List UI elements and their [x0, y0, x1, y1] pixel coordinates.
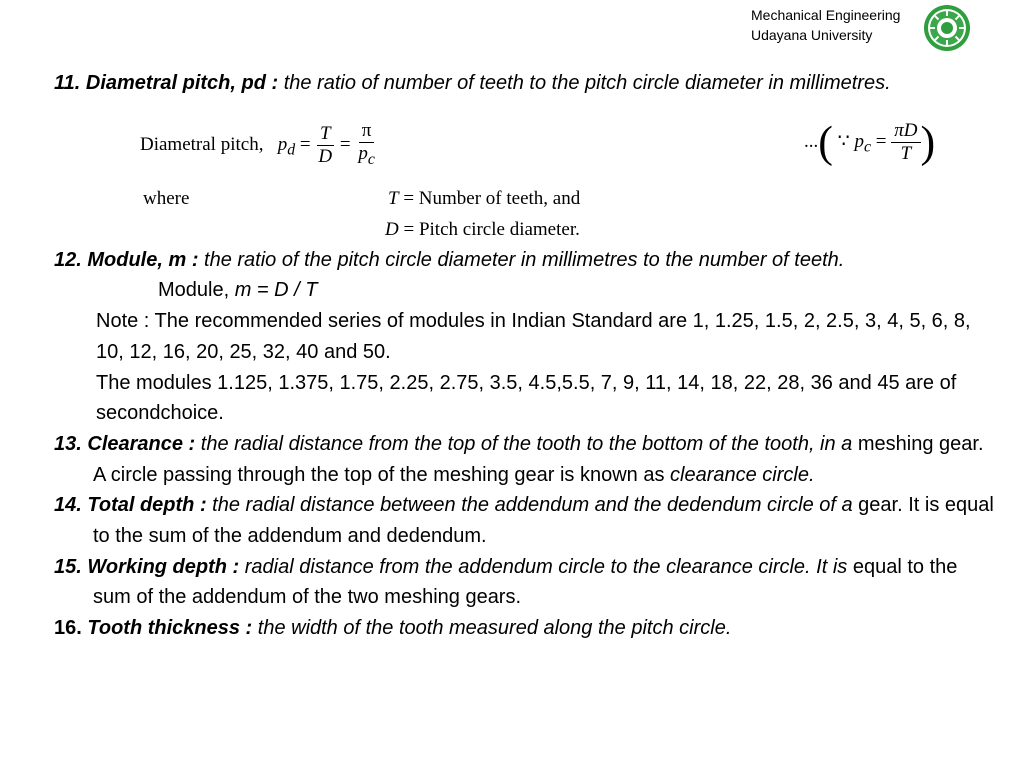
formula-d-definition: D = Pitch circle diameter.	[385, 218, 580, 240]
formula-aside: ...( ∵ $p_c$ = $\frac{\pi D}{T}$ )	[804, 117, 936, 167]
definition-item-12: 12. Module, m : the ratio of the pitch circle diameter in millimetres to the number of teeth.	[54, 248, 845, 271]
module-formula: Module, m = D / T	[158, 279, 318, 302]
definition-item-14: 14. Total depth : the radial distance between the addendum and the dedendum circle of a gear. It is equal to the sum of the addendum and dedendum.	[54, 494, 994, 548]
formula-label: Diametral pitch,	[140, 133, 264, 155]
definition-item-15: 15. Working depth : radial distance from the addendum circle to the clearance circle. It is equal to the sum of the addendum of the two meshing gears.	[54, 555, 958, 609]
university-seal-icon	[923, 4, 971, 52]
university-name: Udayana University	[751, 27, 873, 43]
header-text	[751, 5, 900, 45]
formula-t-definition: T = Number of teeth, and	[388, 187, 581, 209]
definition-item-13: 13. Clearance : the radial distance from the top of the tooth to the bottom of the tooth, in a meshing gear. A circle passing through the top of the meshing gear is known as clearance circle.	[54, 432, 984, 486]
definition-item-11: 11. Diametral pitch, pd : the ratio of number of teeth to the pitch circle diameter in millimetres.	[54, 72, 891, 94]
slide-content	[54, 68, 999, 644]
department-name: Mechanical Engineering	[751, 7, 901, 23]
module-note-2: The modules 1.125, 1.375, 1.75, 2.25, 2.75, 3.5, 4.5,5.5, 7, 9, 11, 14, 18, 22, 28, 36 and 45 are of secondchoice.	[96, 371, 957, 425]
module-note-1: Note : The recommended series of modules in Indian Standard are 1, 1.25, 1.5, 2, 2.5, 3, 4, 5, 6, 8, 10, 12, 16, 20, 25, 32, 40 and 50.	[96, 310, 971, 363]
diametral-pitch-formula: Diametral pitch, $p_d$ = $\frac{T}{D}$ = $\frac{\pi}{p_c}$ ...( ∵ $p_c$ = $\frac{\pi D}{T}$ ) where T = Number of teeth, and D = Pitch circle diameter.	[54, 99, 999, 245]
definition-item-16: 16. Tooth thickness : the width of the tooth measured along the pitch circle.	[54, 617, 732, 640]
formula-where: where	[143, 187, 190, 209]
